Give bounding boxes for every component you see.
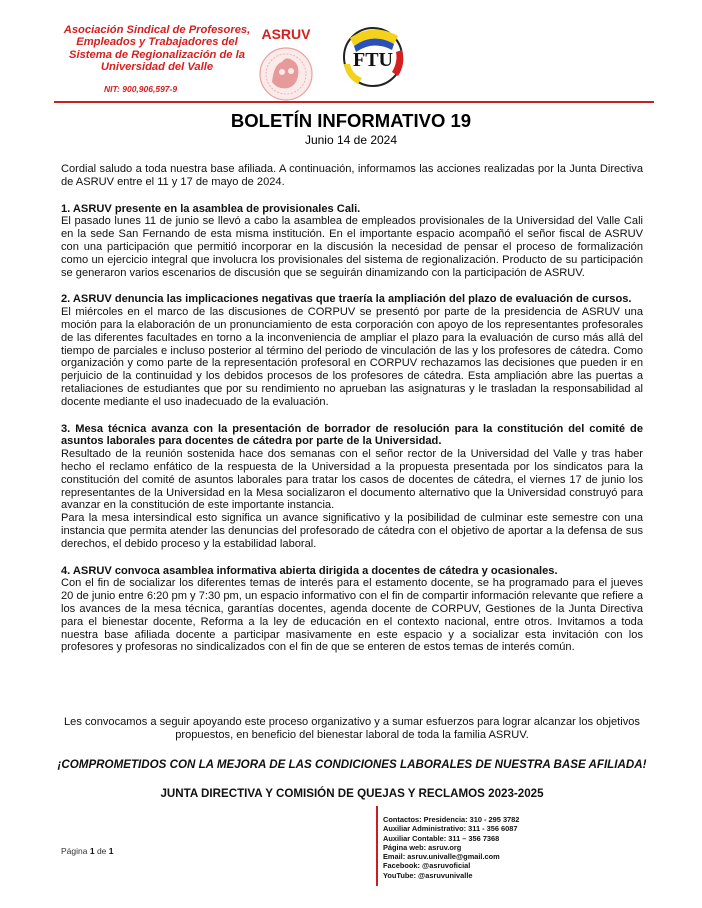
- section-paragraph: Con el fin de socializar los diferentes temas de interés para el estamento docente, se ha programado para el jueves 20 de junio entre 6:20 pm y 7:30 pm, un espacio informativo con el fin de compartir información relevante que refiere a los avances de la mesa técnica, garantías docentes, agenda docente de CORPUV, Gestiones de la Junta Directiva para el bienestar docente, Reforma a la ley de educación en el contexto nacional, entre otros. Invitamos a toda nuestra base afiliada docente a participar masivamente en este espacio y a socializar esta invitación con los profesores y profesoras no sindicalizados con el fin de que se enteren de estos temas de interés común.: [61, 577, 643, 654]
- section-paragraph: El pasado lunes 11 de junio se llevó a cabo la asamblea de empleados provisionales de la Universidad del Valle Cali en la sede San Fernando de esta misma institución. En el importante espacio acompañó el señor fiscal de ASRUV con una participación que permitió incorporar en la discusión la necesidad de pensar el proceso de formalización como un ejercicio integral que involucra los provisionales del sistema de regionalización. Producto de su participación se generaron varios escenarios de discusión que se seguirán dinamizando con la participación de ASRUV.: [61, 215, 643, 279]
- section-paragraph: El miércoles en el marco de las discusiones de CORPUV se presentó por parte de la presidencia de ASRUV una moción para la elaboración de un pronunciamiento de esta corporación con apoyo de los representantes profesorales de las diferentes facultades en torno a la inconveniencia de ampliar el plazo para la evaluación de curso más allá del tiempo de parciales e incluso posterior al término del periodo de vinculación de las y los profesores de cátedra. Como organización y como parte de la representación profesoral en CORPUV rechazamos las decisiones que pueden ir en perjuicio de la continuidad y los debidos procesos de los profesores de cátedra. Esta ampliación abre las puertas a retaliaciones de estudiantes que por su rendimiento no aprueban las asignaturas y le trasladan la responsabilidad al docente mediante el uso inadecuado de la evaluación.: [61, 306, 643, 408]
- contact-line: Email: asruv.univalle@gmail.com: [383, 852, 500, 862]
- footer-divider: [376, 806, 378, 886]
- contact-line: Facebook: @asruvoficial: [383, 861, 471, 871]
- asruv-logo: [252, 24, 320, 104]
- bulletin-title: BOLETÍN INFORMATIVO 19: [230, 110, 472, 131]
- page-total: 1: [108, 846, 114, 856]
- slogan: ¡COMPROMETIDOS CON LA MEJORA DE LAS CONDICIONES LABORALES DE NUESTRA BASE AFILIADA!: [57, 758, 647, 771]
- signature-line: JUNTA DIRECTIVA Y COMISIÓN DE QUEJAS Y RECLAMOS 2023-2025: [160, 787, 544, 800]
- bulletin-date: Junio 14 de 2024: [304, 133, 398, 147]
- contact-line: Auxiliar Administrativo: 311 - 356 6087: [383, 824, 518, 834]
- closing-paragraph: Les convocamos a seguir apoyando este proceso organizativo y a sumar esfuerzos para lograr alcanzar los objetivos propuestos, en beneficio del bienestar laboral de toda la familia ASRUV.: [64, 716, 640, 741]
- page-sep: de: [96, 846, 107, 856]
- page-current: 1: [89, 846, 95, 856]
- section-heading: 4. ASRUV convoca asamblea informativa abierta dirigida a docentes de cátedra y ocasionales.: [61, 564, 558, 577]
- section-paragraph: Para la mesa intersindical esto significa un avance significativo y la posibilidad de culminar este semestre con una instancia que permita atender las denuncias del profesorado de cátedra con el objetivo de aportar a la defensa de sus derechos, el debido proceso y la estabilidad laboral.: [61, 512, 643, 550]
- organization-name: [52, 24, 262, 74]
- asruv-logo-text: ASRUV: [261, 26, 311, 42]
- contact-line: YouTube: @asruvunivalle: [383, 870, 473, 880]
- org-line: Empleados y Trabajadores del: [76, 36, 238, 49]
- contact-line: Contactos: Presidencia: 310 - 295 3782: [383, 815, 520, 824]
- bulletin-body: [61, 163, 643, 654]
- nit-number: NIT: 900,906,597-9: [104, 84, 178, 94]
- section-heading: 2. ASRUV denuncia las implicaciones negativas que traería la ampliación del plazo de evaluación de cursos.: [61, 293, 632, 306]
- contact-block: [383, 815, 519, 880]
- page-number: [61, 846, 114, 856]
- intro-paragraph: Cordial saludo a toda nuestra base afiliada. A continuación, informamos las acciones realizadas por la Junta Directiva de ASRUV entre el 11 y 17 de mayo de 2024.: [61, 163, 643, 188]
- org-line: Sistema de Regionalización de la: [69, 48, 245, 61]
- header-divider: [54, 101, 654, 103]
- contact-line: Auxiliar Contable: 311 – 356 7368: [383, 833, 500, 843]
- section-heading: 1. ASRUV presente en la asamblea de provisionales Cali.: [61, 202, 361, 215]
- org-line: Asociación Sindical de Profesores,: [63, 24, 251, 36]
- section-paragraph: Resultado de la reunión sostenida hace dos semanas con el señor rector de la Universidad del Valle y tras haber hecho el reclamo enfático de la respuesta de la Universidad a la propuesta presentada por los sindicatos para la constitución del comité de asuntos laborales para tratar los casos de docentes de cátedra, el viernes 17 de junio los representantes de la Universidad en la Mesa socializaron el documento alternativo que la Universidad construyó para avanzar en la constitución de este importante instancia.: [61, 448, 643, 512]
- org-line: Universidad del Valle: [100, 61, 214, 74]
- section-heading: 3. Mesa técnica avanza con la presentación de borrador de resolución para la constitución del comité de asuntos laborales para docentes de cátedra por parte de la Universidad.: [61, 422, 643, 448]
- ftu-logo: [336, 24, 410, 90]
- ftu-logo-text: FTU: [353, 49, 393, 71]
- page-label: Página: [61, 846, 88, 856]
- contact-line: Página web: asruv.org: [383, 842, 462, 852]
